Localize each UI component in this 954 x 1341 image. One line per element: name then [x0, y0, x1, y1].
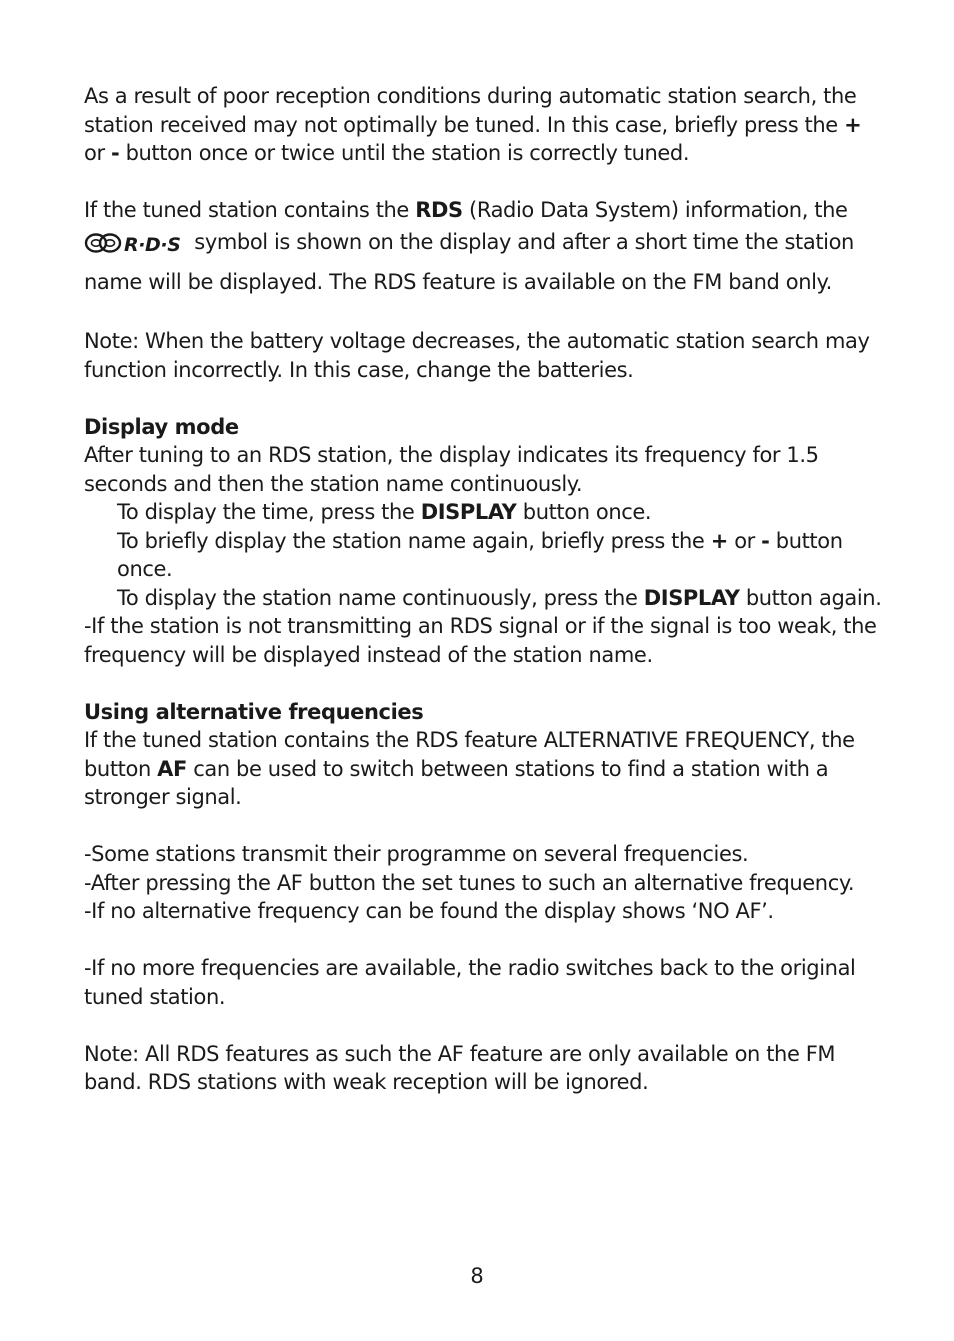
- svg-text:R·D·S: R·D·S: [124, 233, 181, 255]
- display-mode-item-2: To briefly display the station name again, briefly press the + or - button once.: [117, 528, 843, 581]
- display-mode-item-3: To display the station name continuously, press the DISPLAY button again.: [117, 585, 882, 610]
- page-number: 8: [470, 1264, 484, 1288]
- alt-freq-intro: If the tuned station contains the RDS feature ALTERNATIVE FREQUENCY, the button AF can be used to switch between stations to find a station with a stronger signal.: [84, 728, 855, 809]
- rds-logo-icon: [84, 231, 184, 265]
- alt-freq-line-2: -After pressing the AF button the set tunes to such an alternative frequency.: [84, 870, 855, 895]
- alt-freq-fallback: -If no more frequencies are available, the radio switches back to the original tuned station.: [84, 956, 856, 1009]
- alt-freq-line-3: -If no alternative frequency can be found the display shows ‘NO AF’.: [84, 899, 774, 923]
- display-mode-item-1: To display the time, press the DISPLAY button once.: [117, 500, 652, 524]
- alt-freq-note: Note: All RDS features as such the AF feature are only available on the FM band. RDS stations with weak reception will be ignored.: [84, 1041, 836, 1094]
- alt-freq-heading: Using alternative frequencies: [84, 699, 424, 724]
- tuning-paragraph: As a result of poor reception conditions during automatic station search, the station received may not optimally be tuned. In this case, briefly press the + or - button once or twice until the station is correctly tuned.: [84, 84, 862, 165]
- display-mode-intro: After tuning to an RDS station, the display indicates its frequency for 1.5 seconds and then the station name continuously.: [84, 443, 819, 496]
- battery-note: Note: When the battery voltage decreases, the automatic station search may function incorrectly. In this case, change the batteries.: [84, 329, 870, 382]
- page-content: [84, 82, 884, 1097]
- rds-paragraph: If the tuned station contains the RDS (Radio Data System) information, the R·D·S symbol is shown on the display and after a short time the station name will be displayed. The RDS feature is available on the FM band only.: [84, 198, 854, 294]
- display-mode-heading: Display mode: [84, 414, 239, 439]
- alt-freq-line-1: -Some stations transmit their programme on several frequencies.: [84, 842, 749, 866]
- display-mode-note: -If the station is not transmitting an RDS signal or if the signal is too weak, the frequency will be displayed instead of the station name.: [84, 614, 877, 667]
